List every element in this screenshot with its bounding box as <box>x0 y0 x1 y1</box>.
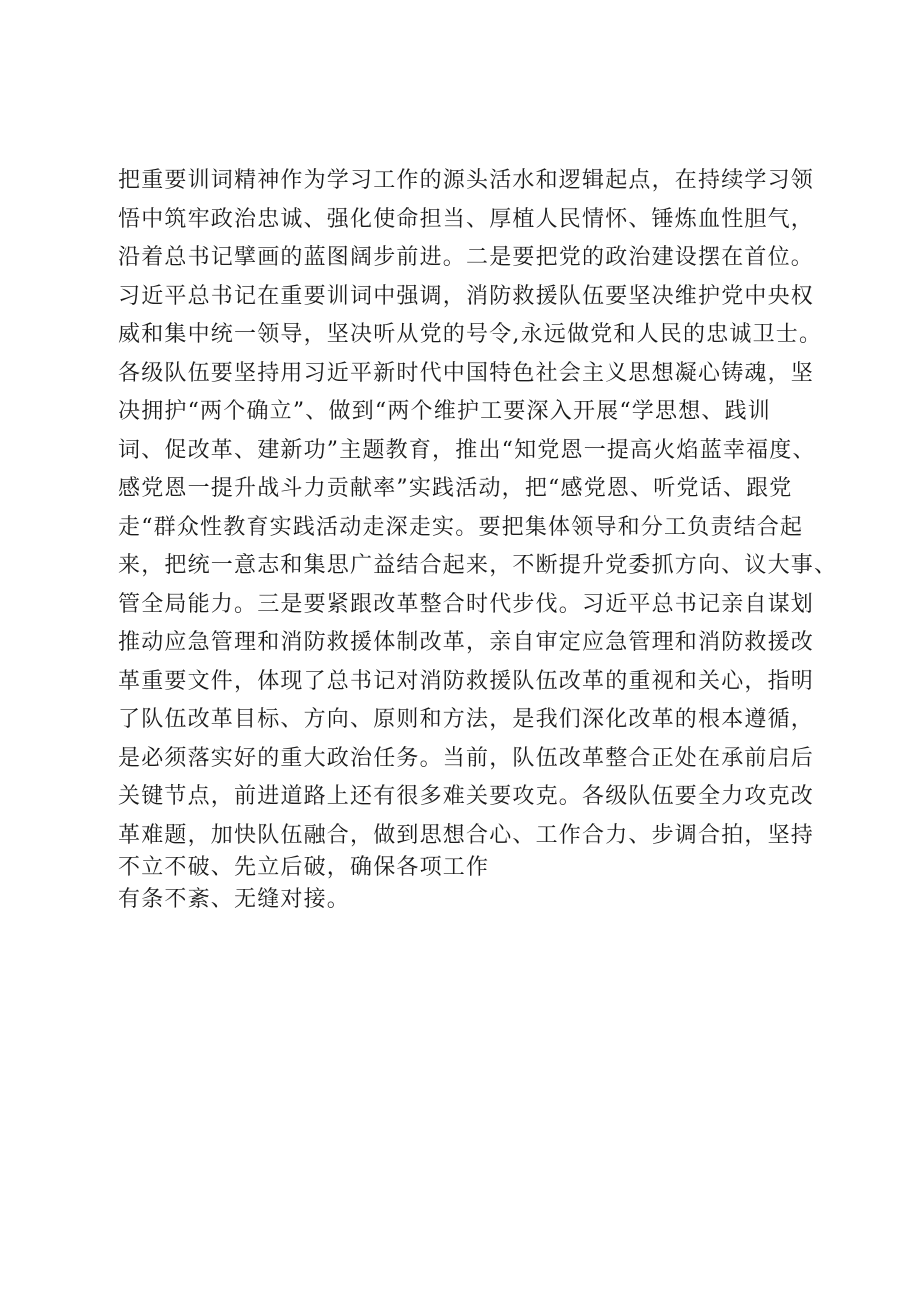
text-line-7: 决拥护“两个确立”、做到“两个维护工要深入开展“学思想、践训 <box>118 399 771 424</box>
text-line-4: 习近平总书记在重要训词中强调，消防救援队伍要坚决维护党中央权 <box>118 283 815 309</box>
body-paragraph <box>118 162 838 920</box>
text-line-6: 各级队伍要坚持用习近平新时代中国特色社会主义思想凝心铸魂，坚 <box>118 360 815 386</box>
text-line-9: 感党恩一提升战斗力贡献率”实践活动，把“感党恩、听党话、跟党 <box>118 476 793 501</box>
text-line-11: 来，把统一意志和集思广益结合起来，不断提升党委抓方向、议大事、 <box>118 553 838 578</box>
text-line-16: 是必须落实好的重大政治任务。当前，队伍改革整合正处在承前启后 <box>118 745 815 771</box>
text-line-15: 了队伍改革目标、方向、原则和方法，是我们深化改革的根本遵循， <box>118 707 815 732</box>
text-line-3: 沿着总书记擘画的蓝图阔步前进。二是要把党的政治建设摆在首位。 <box>118 245 815 270</box>
text-line-12: 管全局能力。三是要紧跟改革整合时代步伐。习近平总书记亲自谋划 <box>118 591 815 617</box>
text-line-1: 把重要训词精神作为学习工作的源头活水和逻辑起点，在持续学习领 <box>118 168 815 193</box>
text-line-17: 关键节点，前进道路上还有很多难关要攻克。各级队伍要全力攻克改 <box>118 784 815 809</box>
text-line-13: 推动应急管理和消防救援体制改革，亲自审定应急管理和消防救援改 <box>118 630 815 655</box>
text-line-14: 革重要文件，体现了总书记对消防救援队伍改革的重视和关心，指明 <box>118 668 815 694</box>
text-line-10: 走“群众性教育实践活动走深走实。要把集体领导和分工负责结合起 <box>118 514 804 540</box>
text-line-18: 革难题，加快队伍融合，做到思想合心、工作合力、步调合拍，坚持 <box>118 822 815 848</box>
text-line-5: 威和集中统一领导，坚决听从党的号令,永远做党和人民的忠诚卫士。 <box>118 322 823 347</box>
text-line-20: 有条不紊、无缝对接。 <box>118 887 351 912</box>
text-line-19: 不立不破、先立后破，确保各项工作 <box>118 855 490 880</box>
text-line-2: 悟中筑牢政治忠诚、强化使命担当、厚植人民情怀、锤炼血性胆气， <box>118 206 815 232</box>
text-line-8: 词、促改革、建新功”主题教育，推出“知党恩一提高火焰蓝幸福度、 <box>118 437 816 463</box>
